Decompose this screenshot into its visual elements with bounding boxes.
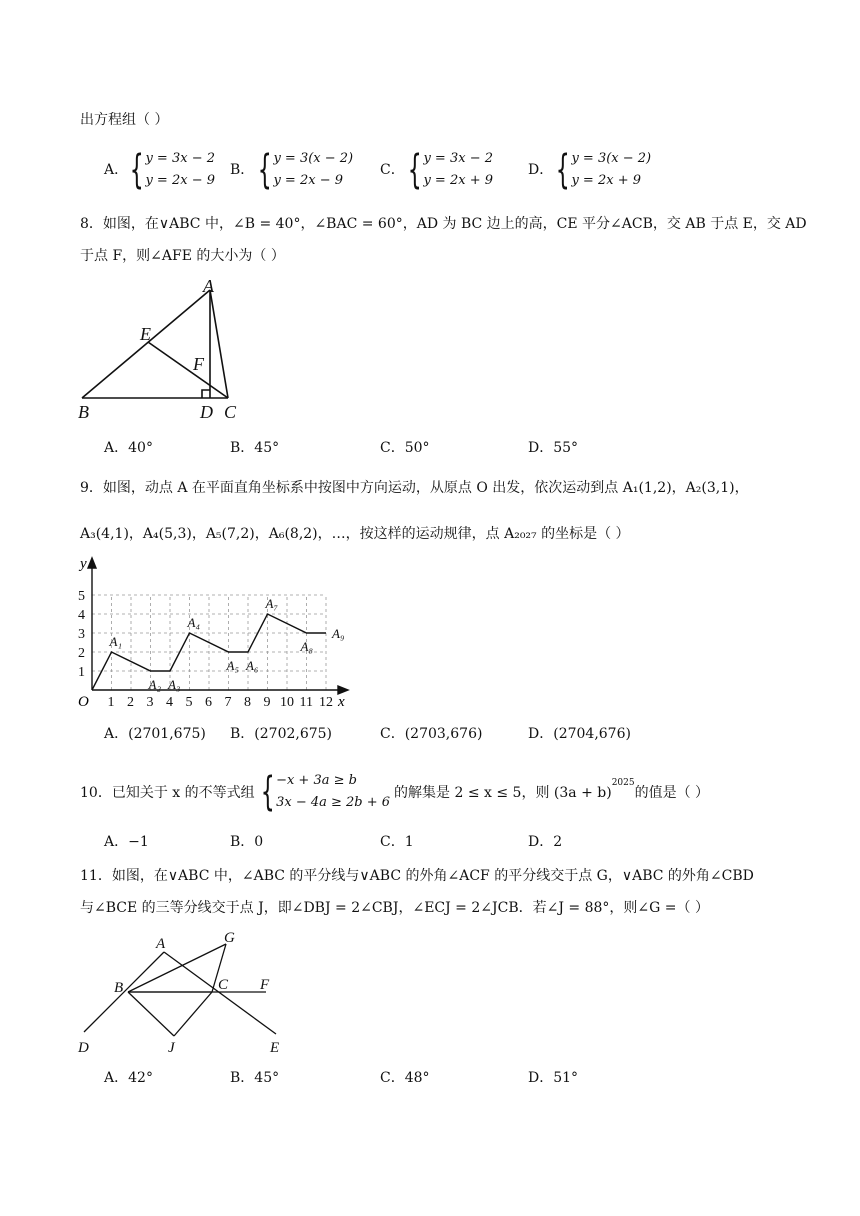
y-tick-label: 3 <box>78 627 85 642</box>
y-tick-label: 4 <box>78 608 85 623</box>
side-ba <box>82 290 210 398</box>
point-label: A₅ <box>226 658 239 673</box>
right-angle-mark <box>202 390 210 398</box>
point-label: A₇ <box>265 596 278 611</box>
line-b-g <box>128 944 226 992</box>
label-d: D <box>200 402 213 422</box>
label-e: E <box>270 1040 280 1056</box>
origin-label: O <box>78 694 89 710</box>
x-tick-label: 1 <box>107 695 115 710</box>
label-f: F <box>193 354 204 374</box>
label-b: B <box>114 980 124 996</box>
x-tick-label: 10 <box>280 695 294 710</box>
equation-2: y = 2x + 9 <box>571 173 641 188</box>
equation-2: y = 2x − 9 <box>145 173 215 188</box>
q10-option-a[interactable]: A．−1 <box>104 834 149 850</box>
label-g: G <box>224 930 235 946</box>
x-tick-label: 8 <box>244 695 251 710</box>
equation-1: y = 3(x − 2) <box>273 151 354 166</box>
brace: { <box>257 147 272 193</box>
option-label: B． <box>230 162 255 178</box>
q8-stem-line2: 于点 F，则∠AFE 的大小为（ ） <box>80 248 285 264</box>
q10-suffix: 的解集是 2 ≤ x ≤ 5，则 (3a + b) <box>394 785 612 801</box>
inequality-1: −x + 3a ≥ b <box>276 773 357 788</box>
inequality-2: 3x − 4a ≥ 2b + 6 <box>276 795 391 810</box>
x-tick-label: 6 <box>205 695 212 710</box>
q8-triangle-figure <box>70 276 270 424</box>
label-a: A <box>203 276 214 296</box>
q9-option-d[interactable]: D．(2704,676) <box>528 726 631 742</box>
y-tick-label: 1 <box>78 665 85 680</box>
label-f: F <box>260 977 270 993</box>
brace: { <box>129 147 144 193</box>
label-c: C <box>218 977 229 993</box>
inequality-system <box>255 770 390 814</box>
point-label: A₉ <box>332 626 345 641</box>
bisector-ce <box>148 342 228 398</box>
y-axis-label: y <box>80 556 87 572</box>
y-tick-label: 5 <box>78 589 85 604</box>
option-label: D． <box>528 162 554 178</box>
line-c-j <box>174 992 212 1036</box>
q11-option-a[interactable]: A．42° <box>104 1070 153 1086</box>
label-b: B <box>78 402 89 422</box>
equation-1: y = 3(x − 2) <box>571 151 652 166</box>
option-label: C． <box>380 162 405 178</box>
brace: { <box>260 769 275 815</box>
x-axis-label: x <box>338 694 345 710</box>
x-tick-label: 2 <box>127 695 134 710</box>
point-label: A₆ <box>246 658 259 673</box>
q9-stem-line2: A₃(4,1)，A₄(5,3)，A₅(7,2)，A₆(8,2)，…，按这样的运动规律，点 A₂₀₂₇ 的坐标是（ ） <box>80 526 630 542</box>
q11-stem-line2: 与∠BCE 的三等分线交于点 J，即∠DBJ = 2∠CBJ，∠ECJ = 2∠JCB．若∠J = 88°，则∠G =（ ） <box>80 900 709 916</box>
x-tick-label: 5 <box>185 695 193 710</box>
q8-option-c[interactable]: C．50° <box>380 440 430 456</box>
q9-option-c[interactable]: C．(2703,676) <box>380 726 483 742</box>
q11-figure <box>70 926 300 1060</box>
label-c: C <box>224 402 237 422</box>
q9-stem-line1: 9．如图，动点 A 在平面直角坐标系中按图中方向运动，从原点 O 出发，依次运动到点 A₁(1,2)，A₂(3,1)， <box>80 480 749 496</box>
label-j: J <box>168 1040 175 1056</box>
q10-prefix: 10．已知关于 x 的不等式组 <box>80 785 255 801</box>
q8-stem-line1: 8．如图，在∨ABC 中，∠B = 40°，∠BAC = 60°，AD 为 BC 边上的高，CE 平分∠ACB，交 AB 于点 E，交 AD <box>80 216 807 232</box>
q8-option-a[interactable]: A．40° <box>104 440 153 456</box>
q9-coordinate-chart <box>70 556 360 712</box>
q7-stem-tail: 出方程组（ ） <box>80 112 169 128</box>
equation-system <box>252 148 353 192</box>
q8-option-b[interactable]: B．45° <box>230 440 280 456</box>
point-label: A₃ <box>168 677 181 692</box>
x-axis-arrow <box>338 686 348 694</box>
q11-option-b[interactable]: B．45° <box>230 1070 280 1086</box>
q9-option-a[interactable]: A．(2701,675) <box>104 726 206 742</box>
label-e: E <box>140 324 151 344</box>
option-label: A． <box>104 162 129 178</box>
label-a: A <box>156 936 166 952</box>
equation-2: y = 2x − 9 <box>273 173 343 188</box>
x-tick-label: 3 <box>146 695 154 710</box>
point-label: A₁ <box>109 634 122 649</box>
brace: { <box>555 147 570 193</box>
side-ac <box>210 290 228 398</box>
q10-option-d[interactable]: D．2 <box>528 834 563 850</box>
point-label: A₂ <box>148 677 161 692</box>
x-tick-label: 4 <box>166 695 173 710</box>
q11-option-d[interactable]: D．51° <box>528 1070 579 1086</box>
y-tick-label: 2 <box>78 646 85 661</box>
x-tick-label: 9 <box>263 695 271 710</box>
q10-option-c[interactable]: C．1 <box>380 834 414 850</box>
q10-exponent: 2025 <box>611 778 635 788</box>
q10-option-b[interactable]: B．0 <box>230 834 264 850</box>
q10-suffix2: 的值是（ ） <box>634 785 710 801</box>
point-label: A₄ <box>187 615 200 630</box>
y-axis-arrow <box>88 558 96 568</box>
q9-option-b[interactable]: B．(2702,675) <box>230 726 333 742</box>
q8-option-d[interactable]: D．55° <box>528 440 579 456</box>
equation-system <box>124 148 215 192</box>
x-tick-label: 11 <box>299 695 313 710</box>
label-d: D <box>78 1040 89 1056</box>
equation-system <box>550 148 651 192</box>
x-tick-label: 7 <box>224 695 232 710</box>
equation-system <box>402 148 493 192</box>
q11-stem-line1: 11．如图，在∨ABC 中，∠ABC 的平分线与∨ABC 的外角∠ACF 的平分线交于点 G，∨ABC 的外角∠CBD <box>80 868 754 884</box>
line-b-j <box>128 992 174 1036</box>
brace: { <box>407 147 422 193</box>
equation-1: y = 3x − 2 <box>145 151 215 166</box>
x-tick-label: 12 <box>319 695 333 710</box>
equation-2: y = 2x + 9 <box>423 173 493 188</box>
equation-1: y = 3x − 2 <box>423 151 493 166</box>
point-label: A₈ <box>300 639 313 654</box>
q10-stem <box>80 770 709 814</box>
q11-option-c[interactable]: C．48° <box>380 1070 430 1086</box>
